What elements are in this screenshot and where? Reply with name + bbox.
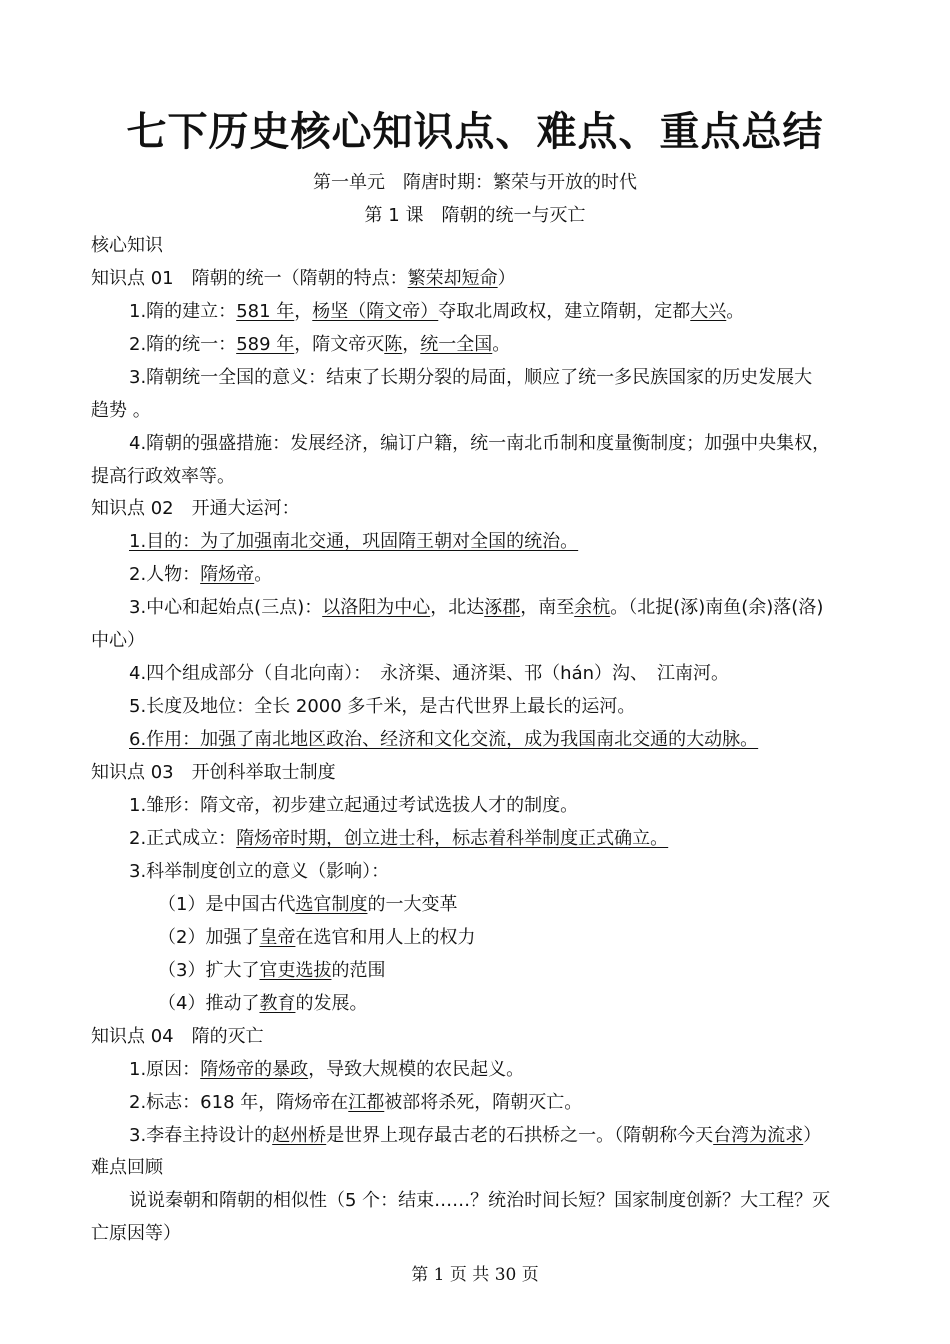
kp02-heading: 知识点 02 开通大运河： (91, 498, 300, 519)
kp01-heading: 知识点 01 隋朝的统一（隋朝的特点：繁荣却短命） (91, 268, 516, 289)
kp01-item-4: 4.隋朝的强盛措施：发展经济，编订户籍，统一南北币制和度量衡制度；加强中央集权， (129, 433, 831, 454)
kp01-item-3: 3.隋朝统一全国的意义：结束了长期分裂的局面，顺应了统一多民族国家的历史发展大 (129, 367, 813, 388)
kp04-item-2: 2.标志：618 年，隋炀帝在江都被部将杀死，隋朝灭亡。 (129, 1092, 583, 1113)
review-question-cont: 亡原因等） (91, 1223, 181, 1244)
kp03-sub-4: （4）推动了教育的发展。 (158, 993, 368, 1014)
kp04-item-3: 3.李春主持设计的赵州桥是世界上现存最古老的石拱桥之一。（隋朝称今天台湾为流求） (129, 1125, 822, 1146)
kp01-item-2: 2.隋的统一：589 年，隋文帝灭陈，统一全国。 (129, 334, 511, 355)
lesson-heading: 第 1 课 隋朝的统一与灭亡 (364, 205, 586, 226)
kp01-item-4-cont: 提高行政效率等。 (91, 466, 235, 487)
kp01-item-1: 1.隋的建立：581 年，杨坚（隋文帝）夺取北周政权，建立隋朝，定都大兴。 (129, 301, 745, 322)
kp03-item-1: 1.雏形：隋文帝，初步建立起通过考试选拔人才的制度。 (129, 795, 579, 816)
kp04-heading: 知识点 04 隋的灭亡 (91, 1026, 264, 1047)
kp03-item-2: 2.正式成立：隋炀帝时期，创立进士科，标志着科举制度正式确立。 (129, 828, 669, 849)
kp02-item-6: 6.作用：加强了南北地区政治、经济和文化交流，成为我国南北交通的大动脉。 (129, 729, 759, 750)
kp02-item-2: 2.人物：隋炀帝。 (129, 564, 273, 585)
kp01-item-3-cont: 趋势 。 (91, 400, 151, 421)
document-title: 七下历史核心知识点、难点、重点总结 (126, 109, 824, 155)
unit-heading: 第一单元 隋唐时期：繁荣与开放的时代 (313, 172, 637, 193)
kp02-item-1: 1.目的：为了加强南北交通，巩固隋王朝对全国的统治。 (129, 531, 579, 552)
kp03-item-3: 3.科举制度创立的意义（影响）： (129, 861, 390, 882)
kp04-item-1: 1.原因：隋炀帝的暴政，导致大规模的农民起义。 (129, 1059, 525, 1080)
section-core-knowledge: 核心知识 (91, 235, 163, 256)
kp03-sub-2: （2）加强了皇帝在选官和用人上的权力 (158, 927, 476, 948)
kp02-item-3-cont: 中心） (91, 630, 145, 651)
kp03-sub-3: （3）扩大了官吏选拔的范围 (158, 960, 386, 981)
kp02-item-3: 3.中心和起始点(三点)：以洛阳为中心，北达涿郡，南至余杭。（北捉(涿)南鱼(余)落(洛) (129, 597, 824, 618)
kp03-heading: 知识点 03 开创科举取士制度 (91, 762, 336, 783)
review-question: 说说秦朝和隋朝的相似性（5 个：结束……？统治时间长短？国家制度创新？大工程？灭 (129, 1190, 831, 1211)
kp02-item-5: 5.长度及地位：全长 2000 多千米，是古代世界上最长的运河。 (129, 696, 636, 717)
kp03-sub-1: （1）是中国古代选官制度的一大变革 (158, 894, 458, 915)
page-footer: 第 1 页 共 30 页 (411, 1265, 539, 1285)
section-difficulty-review: 难点回顾 (91, 1157, 163, 1178)
kp02-item-4: 4.四个组成部分（自北向南）： 永济渠、通济渠、邗（hán）沟、 江南河。 (129, 663, 730, 684)
